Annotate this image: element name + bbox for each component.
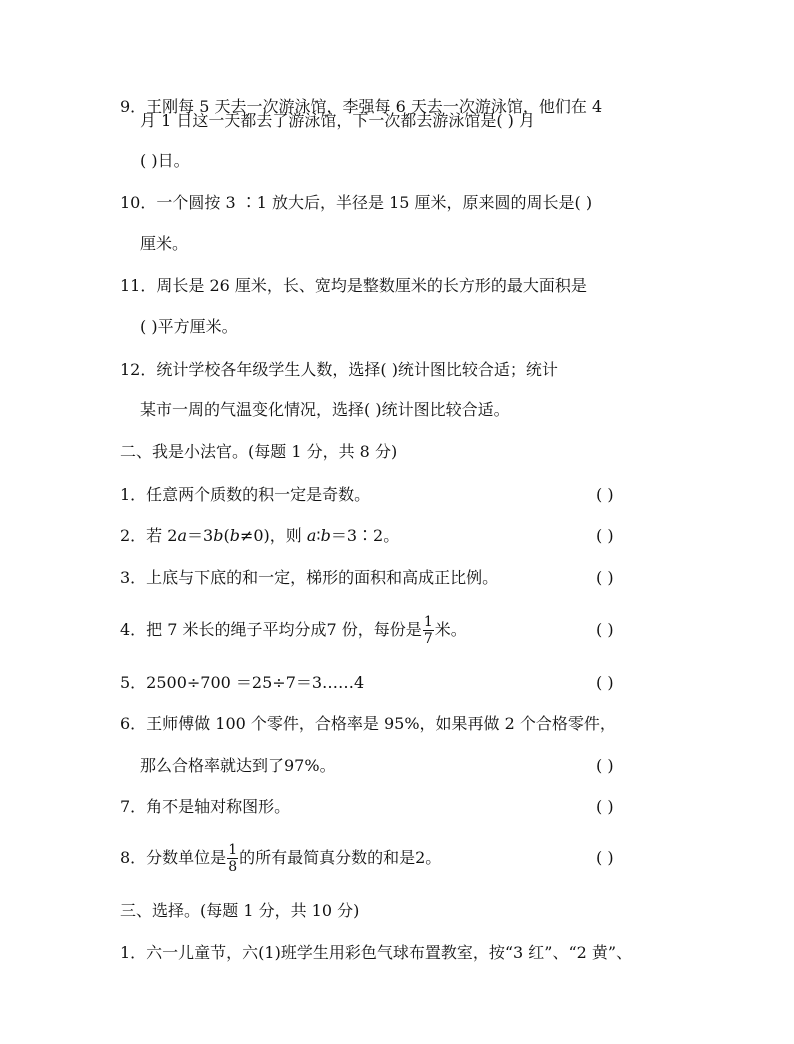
- choice-question-1: 1．六一儿童节，六(1)班学生用彩色气球布置教室，按“3 红”、“2 黄”、: [120, 943, 633, 962]
- section-3-title: 三、选择。(每题 1 分，共 10 分): [120, 901, 360, 920]
- judge-item-2: [120, 525, 399, 547]
- judge-item-8-text: 8．分数单位是: [120, 848, 227, 867]
- question-11-line-1: 11．周长是 26 厘米，长、宽均是整数厘米的长方形的最大面积是: [120, 276, 587, 295]
- judge-item-6-line-1: 6．王师傅做 100 个零件，合格率是 95%，如果再做 2 个合格零件，: [120, 714, 616, 733]
- judge-answer-5[interactable]: ( ): [596, 673, 614, 692]
- var-b: b: [213, 526, 224, 545]
- judge-item-1: 1．任意两个质数的积一定是奇数。: [120, 485, 371, 504]
- judge-item-7: 7．角不是轴对称图形。: [120, 797, 291, 816]
- judge-item-8: [120, 840, 441, 876]
- fraction-one-seventh: [423, 614, 434, 647]
- judge-item-8-text: 的所有最简真分数的和是2。: [239, 848, 442, 867]
- question-10-line-1: 10．一个圆按 3 ∶1 放大后，半径是 15 厘米，原来圆的周长是( ): [120, 193, 593, 212]
- judge-answer-2[interactable]: ( ): [596, 526, 614, 545]
- judge-item-2-text: ≠0)，则: [239, 526, 307, 545]
- judge-item-4-text: 米。: [434, 620, 467, 639]
- question-11-line-2: ( )平方厘米。: [140, 317, 238, 336]
- question-9-line-2: 月 1 日这一天都去了游泳馆，下一次都去游泳馆是( ) 月: [140, 111, 536, 130]
- judge-answer-8[interactable]: ( ): [596, 848, 614, 867]
- judge-item-2-text: ＝3: [187, 526, 214, 545]
- judge-item-4-text: 4．把 7 米长的绳子平均分成7 份，每份是: [120, 620, 422, 639]
- judge-answer-3[interactable]: ( ): [596, 568, 614, 587]
- judge-item-5: 5．2500÷700 ＝25÷7＝3……4: [120, 673, 365, 692]
- judge-answer-7[interactable]: ( ): [596, 797, 614, 816]
- question-10-line-2: 厘米。: [140, 234, 189, 253]
- question-9-line-3: ( )日。: [140, 151, 190, 170]
- question-9-line-1: 9．王刚每 5 天去一次游泳馆，李强每 6 天去一次游泳馆，他们在 4: [120, 97, 603, 116]
- judge-item-2-text: ∶: [316, 526, 321, 545]
- judge-item-6-line-2: 那么合格率就达到了97%。: [140, 756, 336, 775]
- fraction-numerator: 1: [228, 842, 238, 858]
- judge-item-2-text: ＝3∶2。: [330, 526, 400, 545]
- var-b: b: [320, 526, 331, 545]
- judge-answer-1[interactable]: ( ): [596, 485, 614, 504]
- fraction-denominator: 7: [423, 631, 433, 647]
- question-12-line-1: 12．统计学校各年级学生人数，选择( )统计图比较合适；统计: [120, 360, 558, 379]
- judge-item-3: 3．上底与下底的和一定，梯形的面积和高成正比例。: [120, 568, 499, 587]
- var-a: a: [177, 526, 187, 545]
- var-b: b: [229, 526, 240, 545]
- judge-answer-6[interactable]: ( ): [596, 756, 614, 775]
- judge-answer-4[interactable]: ( ): [596, 620, 614, 639]
- var-a: a: [306, 526, 317, 545]
- fraction-numerator: 1: [423, 614, 433, 630]
- fraction-one-eighth: [227, 842, 238, 875]
- judge-item-2-text: (: [223, 526, 230, 545]
- judge-item-2-text: 2．若 2: [120, 526, 178, 545]
- section-2-title: 二、我是小法官。(每题 1 分，共 8 分): [120, 442, 398, 461]
- question-12-line-2: 某市一周的气温变化情况，选择( )统计图比较合适。: [140, 400, 510, 419]
- judge-item-4: [120, 612, 467, 648]
- fraction-denominator: 8: [228, 859, 238, 875]
